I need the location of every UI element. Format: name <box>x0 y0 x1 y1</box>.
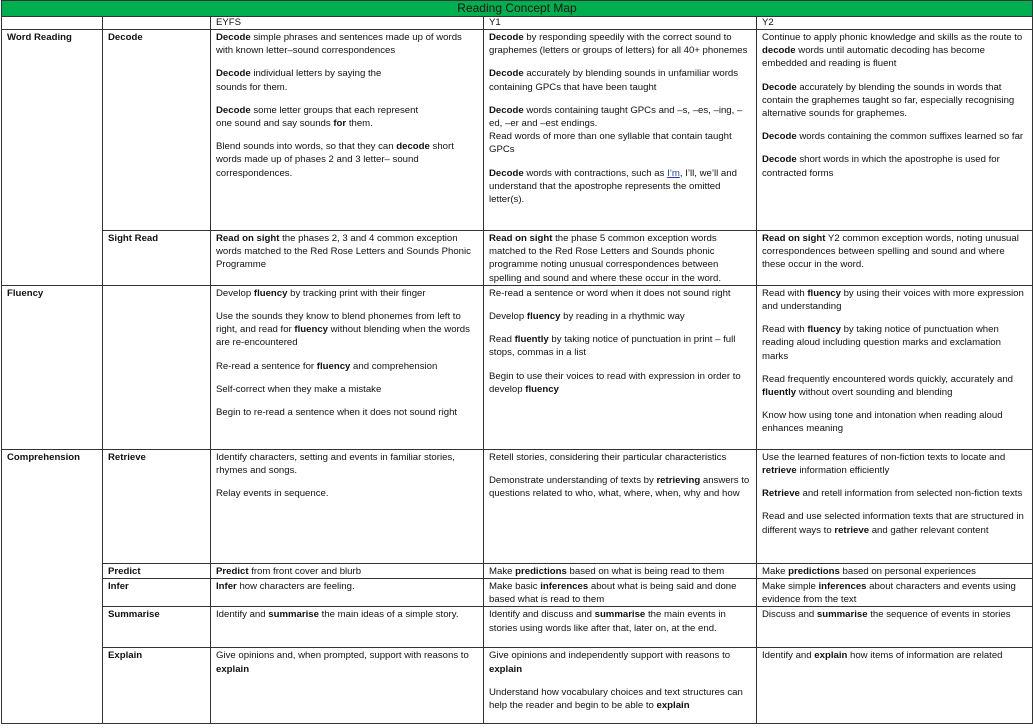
cell-infer-eyfs: Infer how characters are feeling. <box>211 579 484 607</box>
cell-decode-y2: Continue to apply phonic knowledge and skills as the route to decode words until automatic decoding has become embedded and reading is fluent Decode accurately by blending the sounds in words that contain the graphemes taught so far, especially recognising alternative sounds for graphemes. Decode words containing the common suffixes learned so far Decode short words in which the apostrophe is used for contracted forms <box>757 30 1033 231</box>
section-word-reading: Word Reading <box>2 30 103 286</box>
strand-decode: Decode <box>103 30 211 231</box>
column-header-y2: Y2 <box>757 17 1033 30</box>
column-header-section <box>2 17 103 30</box>
strand-fluency-empty <box>103 285 211 449</box>
cell-sight-read-eyfs: Read on sight the phases 2, 3 and 4 common exception words matched to the Red Rose Letters and Sounds Phonic Programme <box>211 231 484 286</box>
section-comprehension: Comprehension <box>2 449 103 724</box>
cell-fluency-y2: Read with fluency by using their voices with more expression and understanding Read with fluency by taking notice of punctuation when reading aloud including question marks and exclamation marks Read frequently encountered words quickly, accurately and fluently without overt sounding and blending Know how using tone and intonation when reading aloud enhances meaning <box>757 285 1033 449</box>
cell-decode-y1: Decode by responding speedily with the correct sound to graphemes (letters or groups of letters) for all 40+ phonemes Decode accurately by blending sounds in unfamiliar words containing GPCs that have been taught Decode words containing taught GPCs and –s, –es, –ing, –ed, –er and –est endings. Read words of more than one syllable that contain taught GPCs Decode words with contractions, such as I’m, I’ll, we’ll and understand that the apostrophe represents the omitted letter(s). <box>484 30 757 231</box>
strand-explain: Explain <box>103 648 211 724</box>
cell-summarise-y2: Discuss and summarise the sequence of events in stories <box>757 607 1033 648</box>
im-link: I’m <box>667 167 680 179</box>
table-row-sight-read <box>2 231 1033 286</box>
table-row-explain <box>2 648 1033 724</box>
column-header-y1: Y1 <box>484 17 757 30</box>
cell-predict-y1: Make predictions based on what is being read to them <box>484 563 757 578</box>
cell-decode-eyfs: Decode simple phrases and sentences made up of words with known letter–sound correspondences Decode individual letters by saying the sounds for them. Decode some letter groups that each represent one sound and say sounds for them. Blend sounds into words, so that they can decode short words made up of phases 2 and 3 letter– sound correspondences. <box>211 30 484 231</box>
strand-predict: Predict <box>103 563 211 578</box>
cell-retrieve-eyfs: Identify characters, setting and events in familiar stories, rhymes and songs. Relay events in sequence. <box>211 449 484 563</box>
cell-summarise-y1: Identify and discuss and summarise the main events in stories using words like after that, later on, at the end. <box>484 607 757 648</box>
column-header-eyfs: EYFS <box>211 17 484 30</box>
cell-summarise-eyfs: Identify and summarise the main ideas of a simple story. <box>211 607 484 648</box>
page-title: Reading Concept Map <box>2 1 1033 17</box>
strand-infer: Infer <box>103 579 211 607</box>
table-row-decode <box>2 30 1033 231</box>
cell-sight-read-y1: Read on sight the phase 5 common exception words matched to the Red Rose Letters and Sounds phonic programme noting unusual correspondences between spelling and sound and where these occur in the word. <box>484 231 757 286</box>
cell-retrieve-y2: Use the learned features of non-fiction texts to locate and retrieve information efficiently Retrieve and retell information from selected non-fiction texts Read and use selected information texts that are structured in different ways to retrieve and gather relevant content <box>757 449 1033 563</box>
cell-explain-y2: Identify and explain how items of information are related <box>757 648 1033 724</box>
cell-explain-eyfs: Give opinions and, when prompted, support with reasons to explain <box>211 648 484 724</box>
table-row-retrieve <box>2 449 1033 563</box>
cell-explain-y1: Give opinions and independently support with reasons to explain Understand how vocabulary choices and text structures can help the reader and begin to be able to explain <box>484 648 757 724</box>
reading-concept-map-table <box>1 0 1033 724</box>
cell-infer-y1: Make basic inferences about what is being said and done based what is read to them <box>484 579 757 607</box>
cell-retrieve-y1: Retell stories, considering their particular characteristics Demonstrate understanding of texts by retrieving answers to questions related to who, what, where, when, why and how <box>484 449 757 563</box>
strand-summarise: Summarise <box>103 607 211 648</box>
section-fluency: Fluency <box>2 285 103 449</box>
cell-sight-read-y2: Read on sight Y2 common exception words, noting unusual correspondences between spelling and sound and where these occur in the word. <box>757 231 1033 286</box>
table-row-fluency <box>2 285 1033 449</box>
column-header-row <box>2 17 1033 30</box>
strand-sight-read: Sight Read <box>103 231 211 286</box>
cell-fluency-y1: Re-read a sentence or word when it does not sound right Develop fluency by reading in a rhythmic way Read fluently by taking notice of punctuation in print – full stops, commas in a list Begin to use their voices to read with expression in order to develop fluency <box>484 285 757 449</box>
cell-predict-eyfs: Predict from front cover and blurb <box>211 563 484 578</box>
table-row-infer <box>2 579 1033 607</box>
table-row-predict <box>2 563 1033 578</box>
cell-predict-y2: Make predictions based on personal experiences <box>757 563 1033 578</box>
column-header-strand <box>103 17 211 30</box>
table-row-summarise <box>2 607 1033 648</box>
strand-retrieve: Retrieve <box>103 449 211 563</box>
cell-infer-y2: Make simple inferences about characters and events using evidence from the text <box>757 579 1033 607</box>
cell-fluency-eyfs: Develop fluency by tracking print with their finger Use the sounds they know to blend phonemes from left to right, and read for fluency without blending when the words are re-encountered Re-read a sentence for fluency and comprehension Self-correct when they make a mistake Begin to re-read a sentence when it does not sound right <box>211 285 484 449</box>
